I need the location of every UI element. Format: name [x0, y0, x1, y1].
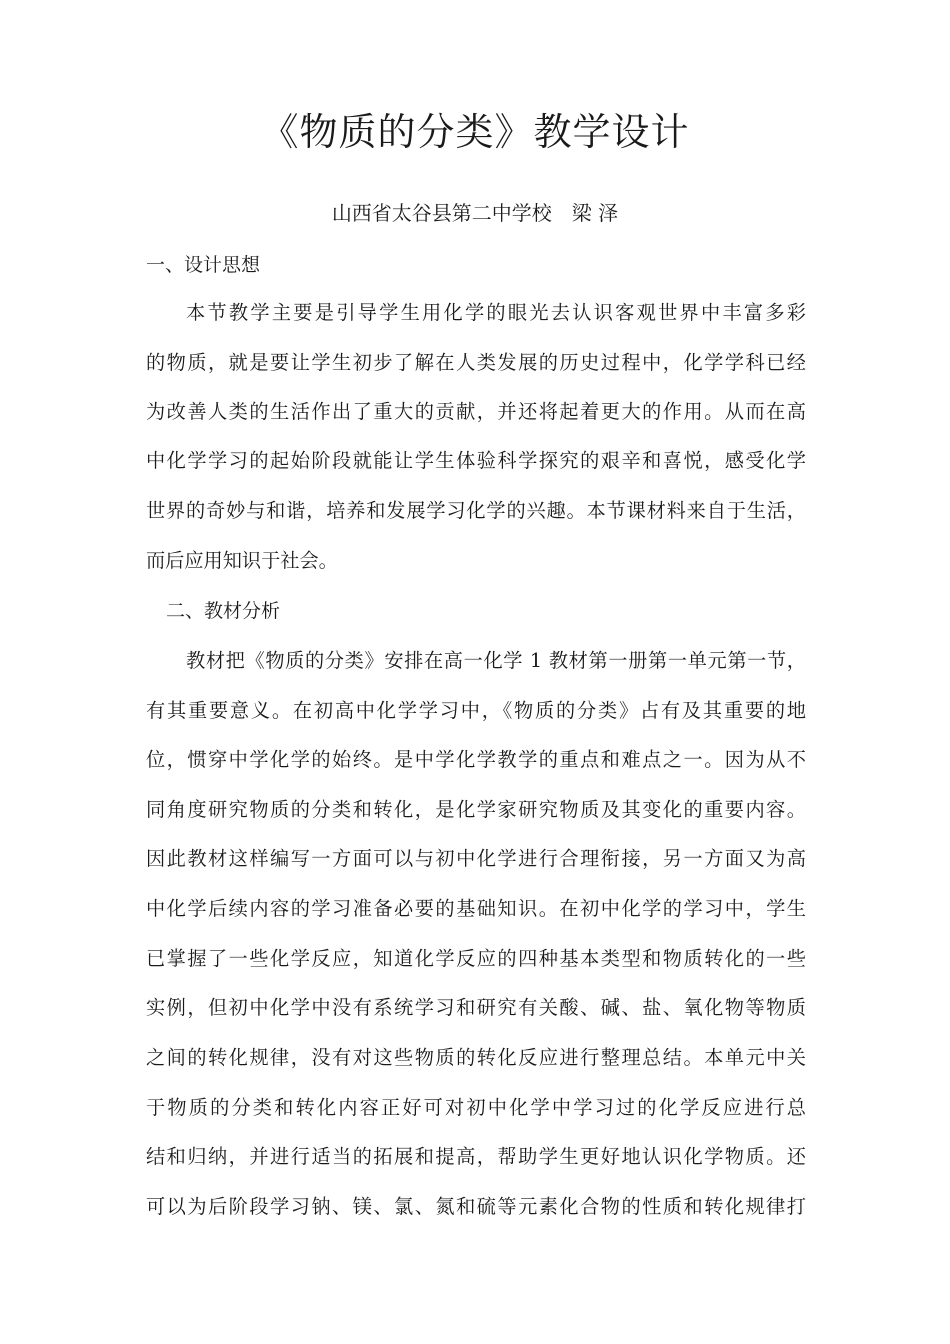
paragraph-line: 因此教材这样编写一方面可以与初中化学进行合理衔接，另一方面又为高: [146, 847, 806, 870]
paragraph-line: 有其重要意义。在初高中化学学习中，《物质的分类》占有及其重要的地: [146, 699, 806, 722]
paragraph-line: 同角度研究物质的分类和转化，是化学家研究物质及其变化的重要内容。: [146, 798, 806, 821]
section-heading-design-idea: 一、设计思想: [146, 254, 261, 276]
paragraph-line: 于物质的分类和转化内容正好可对初中化学中学习过的化学反应进行总: [146, 1096, 806, 1119]
paragraph-line: 实例，但初中化学中没有系统学习和研究有关酸、碱、盐、氧化物等物质: [146, 996, 806, 1019]
paragraph-line: 世界的奇妙与和谐，培养和发展学习化学的兴趣。本节课材料来自于生活，: [146, 499, 806, 522]
paragraph-line: 的物质，就是要让学生初步了解在人类发展的历史过程中，化学学科已经: [146, 351, 806, 374]
paragraph-line: 可以为后阶段学习钠、镁、氯、氮和硫等元素化合物的性质和转化规律打: [146, 1195, 806, 1218]
document-author: 山西省太谷县第二中学校 梁 泽: [331, 201, 619, 225]
document-title: 《物质的分类》教学设计: [260, 110, 690, 154]
paragraph-line: 结和归纳，并进行适当的拓展和提高，帮助学生更好地认识化学物质。还: [146, 1145, 806, 1168]
paragraph-line: 已掌握了一些化学反应，知道化学反应的四种基本类型和物质转化的一些: [146, 947, 806, 970]
paragraph-line: 位，惯穿中学化学的始终。是中学化学教学的重点和难点之一。因为从不: [146, 748, 806, 771]
paragraph-line: 本节教学主要是引导学生用化学的眼光去认识客观世界中丰富多彩: [186, 301, 806, 324]
paragraph-line: 中化学学习的起始阶段就能让学生体验科学探究的艰辛和喜悦，感受化学: [146, 449, 806, 472]
paragraph-line: 中化学后续内容的学习准备必要的基础知识。在初中化学的学习中，学生: [146, 897, 806, 920]
section-heading-material-analysis: 二、教材分析: [166, 600, 281, 622]
paragraph-line: 为改善人类的生活作出了重大的贡献，并还将起着更大的作用。从而在高: [146, 400, 806, 423]
paragraph-line: 而后应用知识于社会。: [146, 549, 338, 572]
paragraph-line: 之间的转化规律，没有对这些物质的转化反应进行整理总结。本单元中关: [146, 1046, 806, 1069]
paragraph-line: 教材把《物质的分类》安排在高一化学 1 教材第一册第一单元第一节，: [186, 649, 806, 672]
